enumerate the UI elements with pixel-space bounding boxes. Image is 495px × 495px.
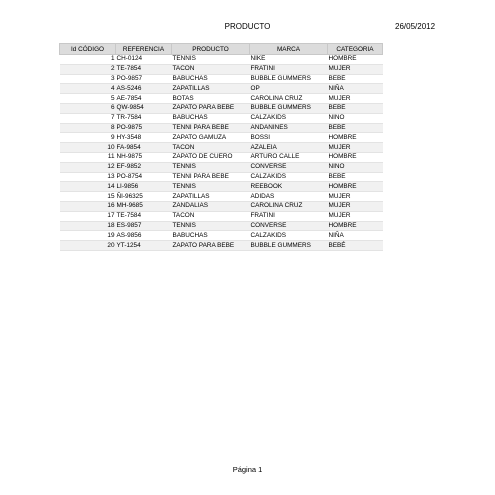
table-row — [60, 103, 383, 113]
cell-producto: TENNIS — [172, 221, 250, 231]
cell-categoria: NIÑO — [328, 162, 383, 172]
cell-marca: BUBBLE GUMMERS — [250, 74, 328, 84]
cell-marca: CONVERSE — [250, 162, 328, 172]
report-date: 26/05/2012 — [395, 22, 436, 31]
cell-referencia: AE-7854 — [116, 94, 172, 104]
cell-categoria: HOMBRE — [328, 152, 383, 162]
cell-marca: ADIDAS — [250, 192, 328, 202]
table-row — [60, 241, 383, 251]
table-row — [60, 162, 383, 172]
cell-marca: BUBBLE GUMMERS — [250, 241, 328, 251]
cell-producto: TENNI PARA BEBE — [172, 172, 250, 182]
cell-referencia: PO-9875 — [116, 123, 172, 133]
cell-categoria: NIÑA — [328, 231, 383, 241]
cell-categoria: BEBÉ — [328, 74, 383, 84]
cell-categoria: BEBÉ — [328, 123, 383, 133]
cell-marca: OP — [250, 84, 328, 94]
cell-categoria: MUJER — [328, 64, 383, 74]
cell-categoria: HOMBRE — [328, 55, 383, 65]
cell-producto: BABUCHAS — [172, 113, 250, 123]
cell-referencia: PO-8754 — [116, 172, 172, 182]
cell-referencia: TR-7584 — [116, 113, 172, 123]
cell-categoria: BEBÉ — [328, 241, 383, 251]
page-number: Página 1 — [232, 465, 263, 474]
cell-marca: ANDANINES — [250, 123, 328, 133]
cell-marca: REEBOOK — [250, 182, 328, 192]
cell-id: 13 — [60, 172, 116, 182]
cell-categoria: HOMBRE — [328, 221, 383, 231]
cell-categoria: MUJER — [328, 211, 383, 221]
cell-marca: FRATINI — [250, 64, 328, 74]
cell-producto: ZAPATO PARA BEBE — [172, 103, 250, 113]
cell-categoria: MUJER — [328, 192, 383, 202]
table-row — [60, 143, 383, 153]
cell-id: 17 — [60, 211, 116, 221]
cell-producto: TACON — [172, 211, 250, 221]
cell-marca: CONVERSE — [250, 221, 328, 231]
cell-marca: CAROLINA CRUZ — [250, 201, 328, 211]
cell-id: 5 — [60, 94, 116, 104]
cell-id: 4 — [60, 84, 116, 94]
cell-producto: TENNI PARA BEBE — [172, 123, 250, 133]
cell-id: 19 — [60, 231, 116, 241]
cell-referencia: NH-9875 — [116, 152, 172, 162]
table-header-row — [60, 44, 383, 55]
cell-referencia: QW-9854 — [116, 103, 172, 113]
cell-referencia: ES-9857 — [116, 221, 172, 231]
cell-id: 6 — [60, 103, 116, 113]
cell-id: 12 — [60, 162, 116, 172]
cell-id: 9 — [60, 133, 116, 143]
cell-id: 2 — [60, 64, 116, 74]
cell-id: 8 — [60, 123, 116, 133]
table-row — [60, 172, 383, 182]
cell-referencia: AS-5246 — [116, 84, 172, 94]
column-header-categoria: CATEGORIA — [328, 44, 383, 55]
cell-marca: CALZAKIDS — [250, 113, 328, 123]
cell-referencia: AS-9856 — [116, 231, 172, 241]
table-row — [60, 152, 383, 162]
table-row — [60, 74, 383, 84]
cell-referencia: EF-9852 — [116, 162, 172, 172]
cell-referencia: TE-7854 — [116, 64, 172, 74]
cell-referencia: YT-1254 — [116, 241, 172, 251]
cell-id: 10 — [60, 143, 116, 153]
cell-marca: CALZAKIDS — [250, 172, 328, 182]
cell-id: 3 — [60, 74, 116, 84]
cell-referencia: FA-9854 — [116, 143, 172, 153]
cell-referencia: PO-9857 — [116, 74, 172, 84]
cell-producto: ZAPATO DE CUERO — [172, 152, 250, 162]
table-row — [60, 192, 383, 202]
table-row — [60, 94, 383, 104]
cell-marca: AZALEIA — [250, 143, 328, 153]
cell-producto: BABUCHAS — [172, 74, 250, 84]
cell-id: 11 — [60, 152, 116, 162]
cell-referencia: TE-7584 — [116, 211, 172, 221]
cell-producto: BABUCHAS — [172, 231, 250, 241]
cell-referencia: ÑI-96325 — [116, 192, 172, 202]
table-row — [60, 201, 383, 211]
cell-id: 20 — [60, 241, 116, 251]
column-header-marca: MARCA — [250, 44, 328, 55]
cell-marca: CALZAKIDS — [250, 231, 328, 241]
cell-categoria: MUJER — [328, 94, 383, 104]
product-table — [59, 43, 383, 251]
cell-producto: ZAPATILLAS — [172, 192, 250, 202]
cell-id: 15 — [60, 192, 116, 202]
cell-marca: NIKE — [250, 55, 328, 65]
cell-producto: ZAPATO GAMUZA — [172, 133, 250, 143]
cell-referencia: HY-3548 — [116, 133, 172, 143]
table-row — [60, 113, 383, 123]
cell-categoria: NIÑO — [328, 113, 383, 123]
cell-producto: TACON — [172, 143, 250, 153]
cell-categoria: HOMBRE — [328, 182, 383, 192]
table-row — [60, 182, 383, 192]
cell-categoria: BEBÉ — [328, 103, 383, 113]
cell-producto: BOTAS — [172, 94, 250, 104]
cell-producto: TENNIS — [172, 182, 250, 192]
table-row — [60, 123, 383, 133]
cell-producto: TACON — [172, 64, 250, 74]
cell-producto: ZAPATILLAS — [172, 84, 250, 94]
cell-categoria: HOMBRE — [328, 133, 383, 143]
cell-marca: ARTURO CALLE — [250, 152, 328, 162]
cell-referencia: LI-9856 — [116, 182, 172, 192]
cell-marca: FRATINI — [250, 211, 328, 221]
cell-marca: BUBBLE GUMMERS — [250, 103, 328, 113]
cell-referencia: CH-0124 — [116, 55, 172, 65]
table-row — [60, 231, 383, 241]
cell-categoria: NIÑA — [328, 84, 383, 94]
table-row — [60, 64, 383, 74]
table-body — [60, 55, 383, 251]
cell-categoria: BEBÉ — [328, 172, 383, 182]
table-row — [60, 221, 383, 231]
cell-id: 16 — [60, 201, 116, 211]
table-row — [60, 84, 383, 94]
cell-referencia: MH-9685 — [116, 201, 172, 211]
table-row — [60, 55, 383, 65]
cell-producto: TENNIS — [172, 162, 250, 172]
cell-id: 1 — [60, 55, 116, 65]
column-header-id: Id CÓDIGO — [60, 44, 116, 55]
column-header-referencia: REFERENCIA — [116, 44, 172, 55]
cell-categoria: MUJER — [328, 143, 383, 153]
cell-marca: CAROLINA CRUZ — [250, 94, 328, 104]
cell-id: 7 — [60, 113, 116, 123]
column-header-producto: PRODUCTO — [172, 44, 250, 55]
cell-id: 18 — [60, 221, 116, 231]
cell-marca: BOSSI — [250, 133, 328, 143]
cell-producto: ZAPATO PARA BEBE — [172, 241, 250, 251]
cell-categoria: MUJER — [328, 201, 383, 211]
cell-id: 14 — [60, 182, 116, 192]
table-row — [60, 133, 383, 143]
report-title: PRODUCTO — [224, 22, 271, 31]
table-row — [60, 211, 383, 221]
cell-producto: ZANDALIAS — [172, 201, 250, 211]
cell-producto: TENNIS — [172, 55, 250, 65]
